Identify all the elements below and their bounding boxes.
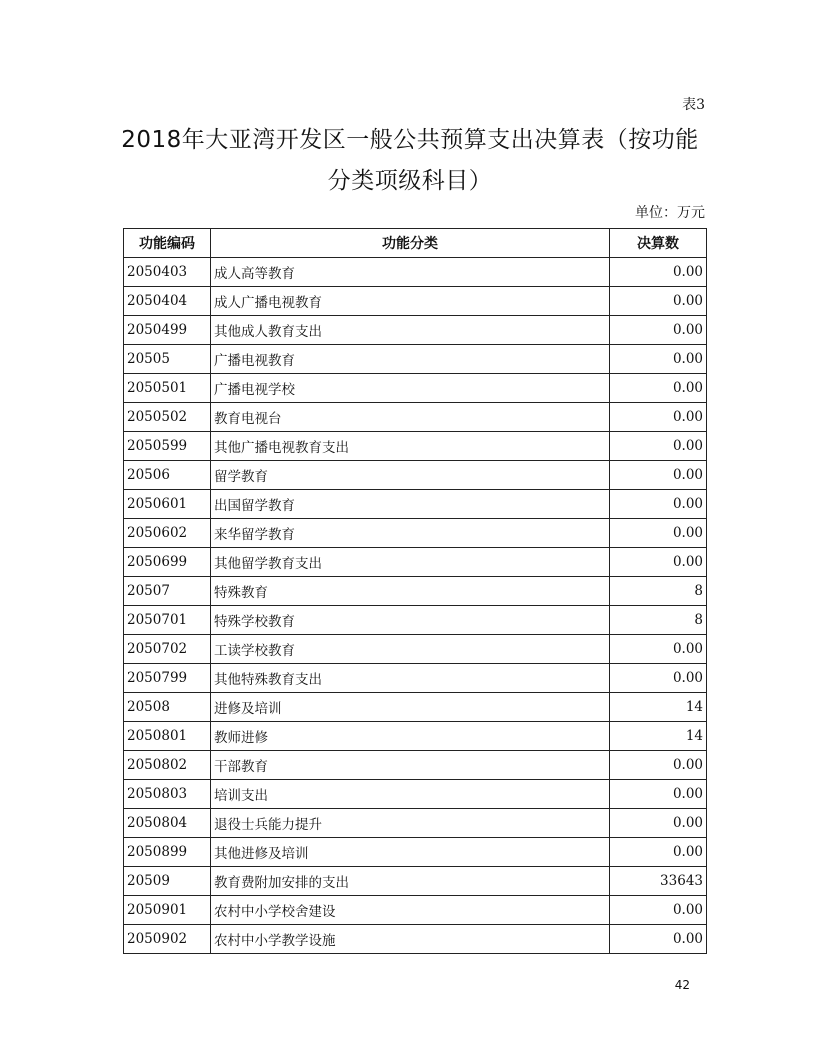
table-row [124,867,707,896]
header-category: 功能分类 [211,229,610,258]
category-cell: 教育电视台 [211,403,610,432]
amount-cell: 0.00 [610,664,707,693]
category-cell: 特殊学校教育 [211,606,610,635]
category-cell: 来华留学教育 [211,519,610,548]
table-header-row [124,229,707,258]
table-row [124,751,707,780]
category-cell: 进修及培训 [211,693,610,722]
amount-cell: 0.00 [610,925,707,954]
category-cell: 特殊教育 [211,577,610,606]
category-cell: 工读学校教育 [211,635,610,664]
header-amount: 决算数 [610,229,707,258]
table-row [124,809,707,838]
code-cell: 2050404 [124,287,211,316]
table-row [124,316,707,345]
category-cell: 农村中小学教学设施 [211,925,610,954]
table-row [124,403,707,432]
amount-cell: 0.00 [610,258,707,287]
amount-cell: 14 [610,722,707,751]
amount-cell: 0.00 [610,345,707,374]
amount-cell: 0.00 [610,519,707,548]
header-code: 功能编码 [124,229,211,258]
table-row [124,925,707,954]
amount-cell: 0.00 [610,809,707,838]
table-row [124,664,707,693]
amount-cell: 0.00 [610,374,707,403]
amount-cell: 0.00 [610,780,707,809]
code-cell: 2050799 [124,664,211,693]
amount-cell: 0.00 [610,490,707,519]
code-cell: 2050602 [124,519,211,548]
amount-cell: 0.00 [610,287,707,316]
amount-cell: 0.00 [610,635,707,664]
code-cell: 2050699 [124,548,211,577]
code-cell: 2050701 [124,606,211,635]
unit-label: 单位：万元 [635,205,705,221]
table-row [124,780,707,809]
category-cell: 广播电视教育 [211,345,610,374]
category-cell: 成人广播电视教育 [211,287,610,316]
amount-cell: 0.00 [610,751,707,780]
code-cell: 2050801 [124,722,211,751]
category-cell: 出国留学教育 [211,490,610,519]
code-cell: 2050803 [124,780,211,809]
amount-cell: 0.00 [610,403,707,432]
code-cell: 2050501 [124,374,211,403]
category-cell: 其他留学教育支出 [211,548,610,577]
amount-cell: 0.00 [610,461,707,490]
code-cell: 20508 [124,693,211,722]
table-row [124,258,707,287]
amount-cell: 8 [610,606,707,635]
amount-cell: 0.00 [610,838,707,867]
table-row [124,722,707,751]
code-cell: 20505 [124,345,211,374]
code-cell: 20507 [124,577,211,606]
code-cell: 2050599 [124,432,211,461]
amount-cell: 33643 [610,867,707,896]
category-cell: 干部教育 [211,751,610,780]
category-cell: 其他特殊教育支出 [211,664,610,693]
category-cell: 留学教育 [211,461,610,490]
table-row [124,577,707,606]
category-cell: 其他广播电视教育支出 [211,432,610,461]
budget-table [123,228,707,954]
category-cell: 农村中小学校舍建设 [211,896,610,925]
amount-cell: 8 [610,577,707,606]
category-cell: 成人高等教育 [211,258,610,287]
table-row [124,519,707,548]
category-cell: 教师进修 [211,722,610,751]
code-cell: 20506 [124,461,211,490]
category-cell: 培训支出 [211,780,610,809]
table-row [124,548,707,577]
table-row [124,490,707,519]
amount-cell: 0.00 [610,896,707,925]
category-cell: 教育费附加安排的支出 [211,867,610,896]
code-cell: 2050802 [124,751,211,780]
code-cell: 2050601 [124,490,211,519]
code-cell: 2050403 [124,258,211,287]
category-cell: 广播电视学校 [211,374,610,403]
document-title: 2018年大亚湾开发区一般公共预算支出决算表（按功能分类项级科目） [121,127,699,194]
amount-cell: 0.00 [610,432,707,461]
table-row [124,896,707,925]
table-row [124,838,707,867]
code-cell: 2050502 [124,403,211,432]
code-cell: 2050901 [124,896,211,925]
table-row [124,345,707,374]
category-cell: 其他成人教育支出 [211,316,610,345]
code-cell: 2050902 [124,925,211,954]
table-body [124,258,707,954]
table-row [124,693,707,722]
amount-cell: 14 [610,693,707,722]
code-cell: 2050702 [124,635,211,664]
table-row [124,432,707,461]
amount-cell: 0.00 [610,316,707,345]
category-cell: 其他进修及培训 [211,838,610,867]
table-row [124,287,707,316]
code-cell: 2050804 [124,809,211,838]
page-number: 42 [674,978,690,992]
table-row [124,635,707,664]
table-row [124,374,707,403]
code-cell: 20509 [124,867,211,896]
table-row [124,606,707,635]
table-label: 表3 [682,97,705,113]
table-row [124,461,707,490]
code-cell: 2050499 [124,316,211,345]
amount-cell: 0.00 [610,548,707,577]
code-cell: 2050899 [124,838,211,867]
category-cell: 退役士兵能力提升 [211,809,610,838]
